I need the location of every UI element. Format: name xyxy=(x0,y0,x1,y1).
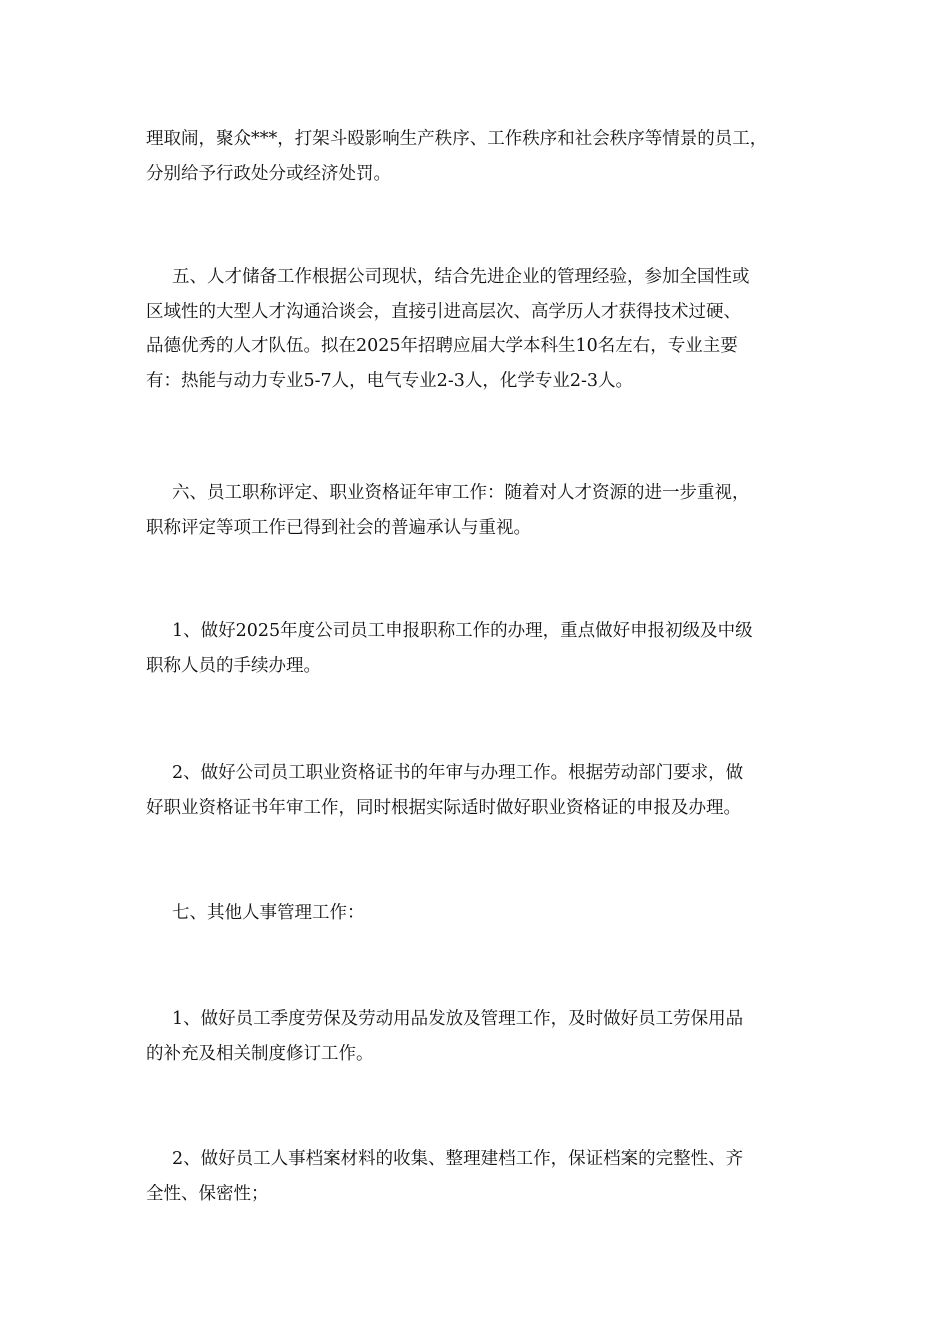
paragraph-item-2 xyxy=(146,756,836,825)
text-line: 有：热能与动力专业5-7人，电气专业2-3人，化学专业2-3人。 xyxy=(146,370,634,391)
paragraph-section-six xyxy=(146,476,836,545)
paragraph-section-seven xyxy=(146,896,836,931)
text-line: 区域性的大型人才沟通洽谈会，直接引进高层次、高学历人才获得技术过硬、 xyxy=(146,301,741,322)
paragraph-continuation xyxy=(146,122,836,191)
text-line: 1、做好2025年度公司员工申报职称工作的办理，重点做好申报初级及中级 xyxy=(172,621,753,641)
text-line: 六、员工职称评定、职业资格证年审工作：随着对人才资源的进一步重视， xyxy=(172,483,750,503)
text-line: 理取闹，聚众***，打架斗殴影响生产秩序、工作秩序和社会秩序等情景的员工， xyxy=(146,129,768,149)
text-line: 职称评定等项工作已得到社会的普遍承认与重视。 xyxy=(146,517,531,538)
paragraph-item-1 xyxy=(146,614,836,683)
paragraph-item-2b xyxy=(146,1142,836,1211)
text-line: 全性、保密性； xyxy=(146,1183,269,1204)
text-line: 的补充及相关制度修订工作。 xyxy=(146,1043,374,1064)
paragraph-section-five xyxy=(146,260,836,398)
text-line: 七、其他人事管理工作： xyxy=(172,903,365,923)
text-line: 职称人员的手续办理。 xyxy=(146,655,321,676)
text-line: 品德优秀的人才队伍。拟在2025年招聘应届大学本科生10名左右，专业主要 xyxy=(146,336,738,356)
text-line: 好职业资格证书年审工作，同时根据实际适时做好职业资格证的申报及办理。 xyxy=(146,797,741,818)
text-line: 五、人才储备工作根据公司现状，结合先进企业的管理经验，参加全国性或 xyxy=(172,267,750,287)
text-line: 2、做好公司员工职业资格证书的年审与办理工作。根据劳动部门要求，做 xyxy=(172,763,744,783)
text-line: 1、做好员工季度劳保及劳动用品发放及管理工作，及时做好员工劳保用品 xyxy=(172,1009,744,1029)
paragraph-item-1b xyxy=(146,1002,836,1071)
text-line: 分别给予行政处分或经济处罚。 xyxy=(146,163,391,184)
text-line: 2、做好员工人事档案材料的收集、整理建档工作，保证档案的完整性、齐 xyxy=(172,1149,744,1169)
